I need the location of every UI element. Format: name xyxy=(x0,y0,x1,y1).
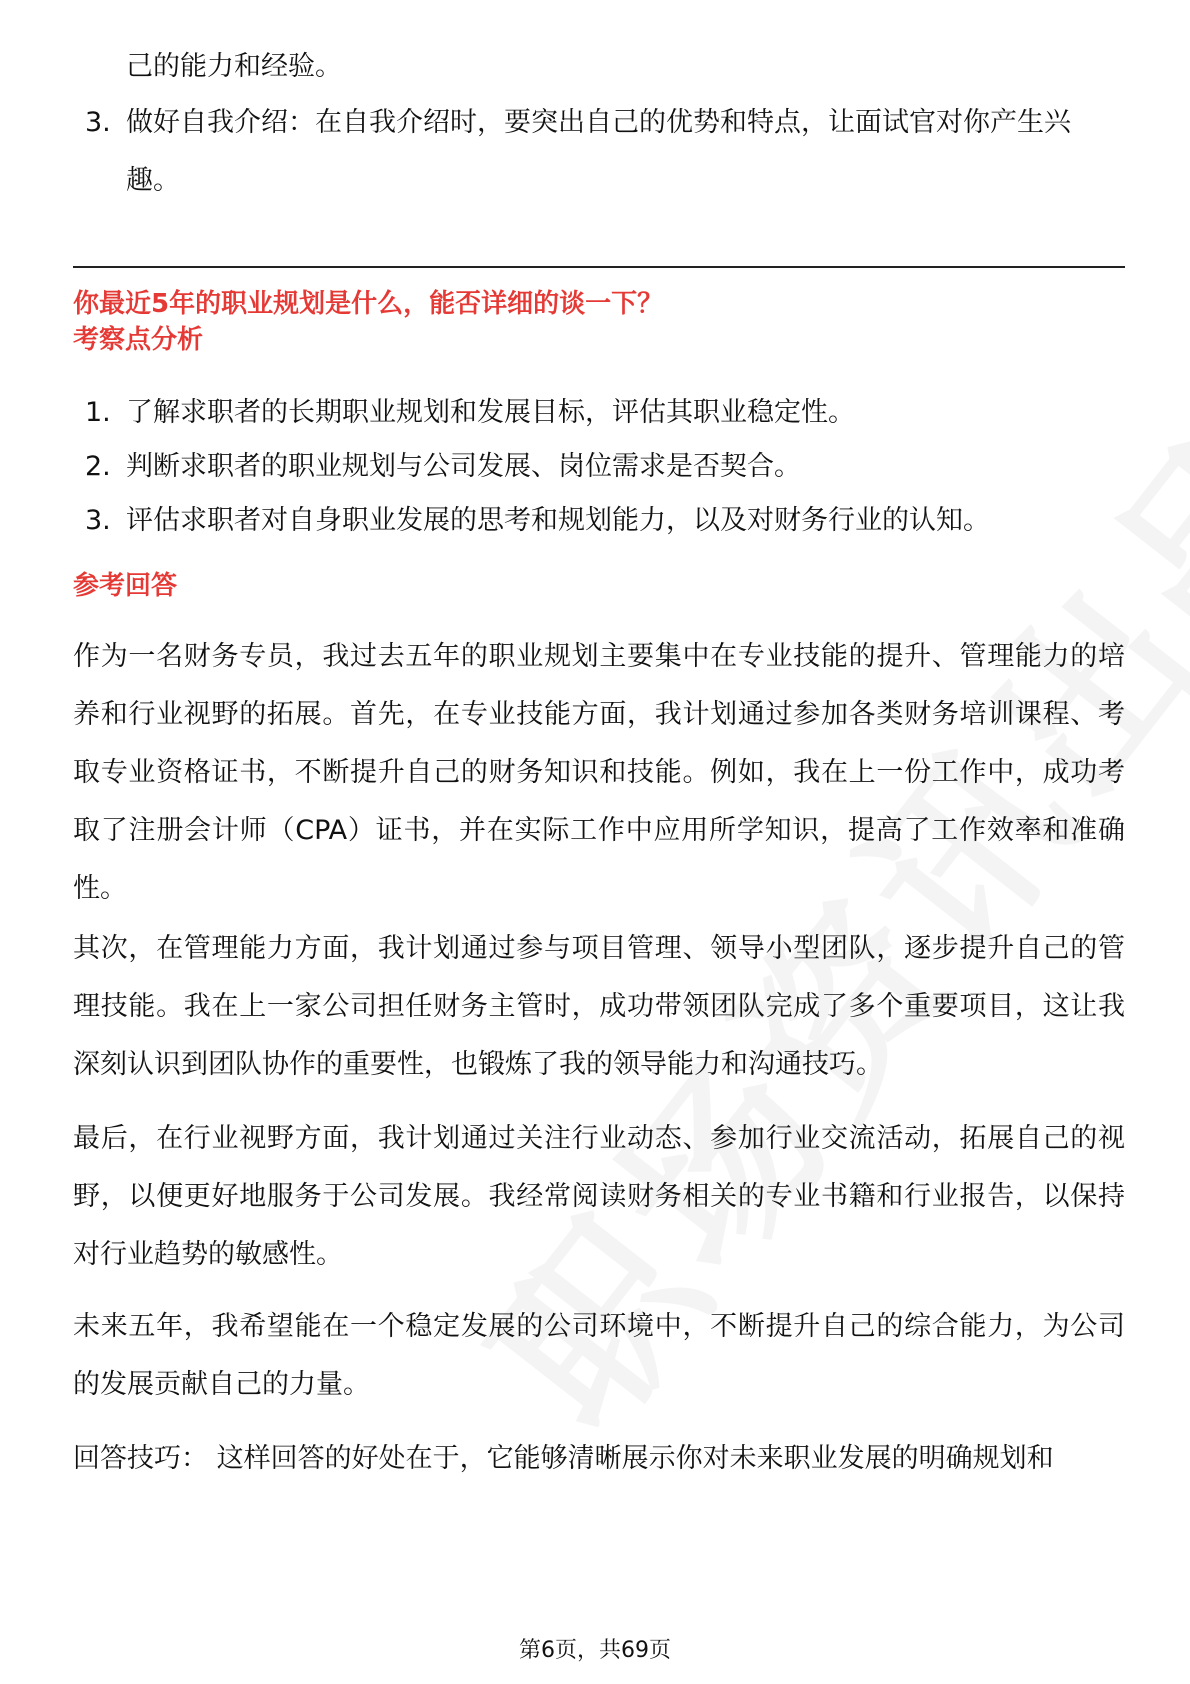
answer-tips: 回答技巧： 这样回答的好处在于，它能够清晰展示你对未来职业发展的明确规划和 xyxy=(73,1443,1054,1474)
list-item-text: 做好自我介绍：在自我介绍时，要突出自己的优势和特点，让面试官对你产生兴趣。 xyxy=(126,107,1071,196)
list-item-number: 3. xyxy=(85,107,111,138)
analysis-item xyxy=(73,492,1123,550)
section-divider xyxy=(73,266,1125,268)
analysis-item xyxy=(73,384,1123,442)
question-title: 你最近5年的职业规划是什么，能否详细的谈一下？ xyxy=(73,289,664,319)
answer-paragraph: 其次，在管理能力方面，我计划通过参与项目管理、领导小型团队，逐步提升自己的管理技能。我在上一家公司担任财务主管时，成功带领团队完成了多个重要项目，这让我深刻认识到团队协作的重要性，也锻炼了我的领导能力和沟通技巧。 xyxy=(73,933,1125,1080)
answer-paragraph: 未来五年，我希望能在一个稳定发展的公司环境中，不断提升自己的综合能力，为公司的发展贡献自己的力量。 xyxy=(73,1311,1125,1400)
analysis-heading: 考察点分析 xyxy=(73,325,204,355)
page-footer: 第6页，共69页 xyxy=(519,1638,671,1663)
list-item-number: 2. xyxy=(85,451,111,482)
analysis-item xyxy=(73,438,1123,496)
list-item-continuation xyxy=(73,38,1123,96)
answer-paragraph: 作为一名财务专员，我过去五年的职业规划主要集中在专业技能的提升、管理能力的培养和行业视野的拓展。首先，在专业技能方面，我计划通过参加各类财务培训课程、考取专业资格证书，不断提升自己的财务知识和技能。例如，我在上一份工作中，成功考取了注册会计师（CPA）证书，并在实际工作中应用所学知识，提高了工作效率和准确性。 xyxy=(73,641,1125,904)
list-item xyxy=(73,94,1123,210)
list-item-text: 了解求职者的长期职业规划和发展目标，评估其职业稳定性。 xyxy=(126,397,855,428)
list-item-number: 3. xyxy=(85,505,111,536)
list-item-text: 评估求职者对自身职业发展的思考和规划能力，以及对财务行业的认知。 xyxy=(126,505,990,536)
list-item-text: 己的能力和经验。 xyxy=(126,51,342,82)
answer-paragraph: 最后，在行业视野方面，我计划通过关注行业动态、参加行业交流活动，拓展自己的视野，以便更好地服务于公司发展。我经常阅读财务相关的专业书籍和行业报告，以保持对行业趋势的敏感性。 xyxy=(73,1123,1125,1270)
list-item-number: 1. xyxy=(85,397,111,428)
answer-heading: 参考回答 xyxy=(73,571,178,601)
list-item-text: 判断求职者的职业规划与公司发展、岗位需求是否契合。 xyxy=(126,451,801,482)
